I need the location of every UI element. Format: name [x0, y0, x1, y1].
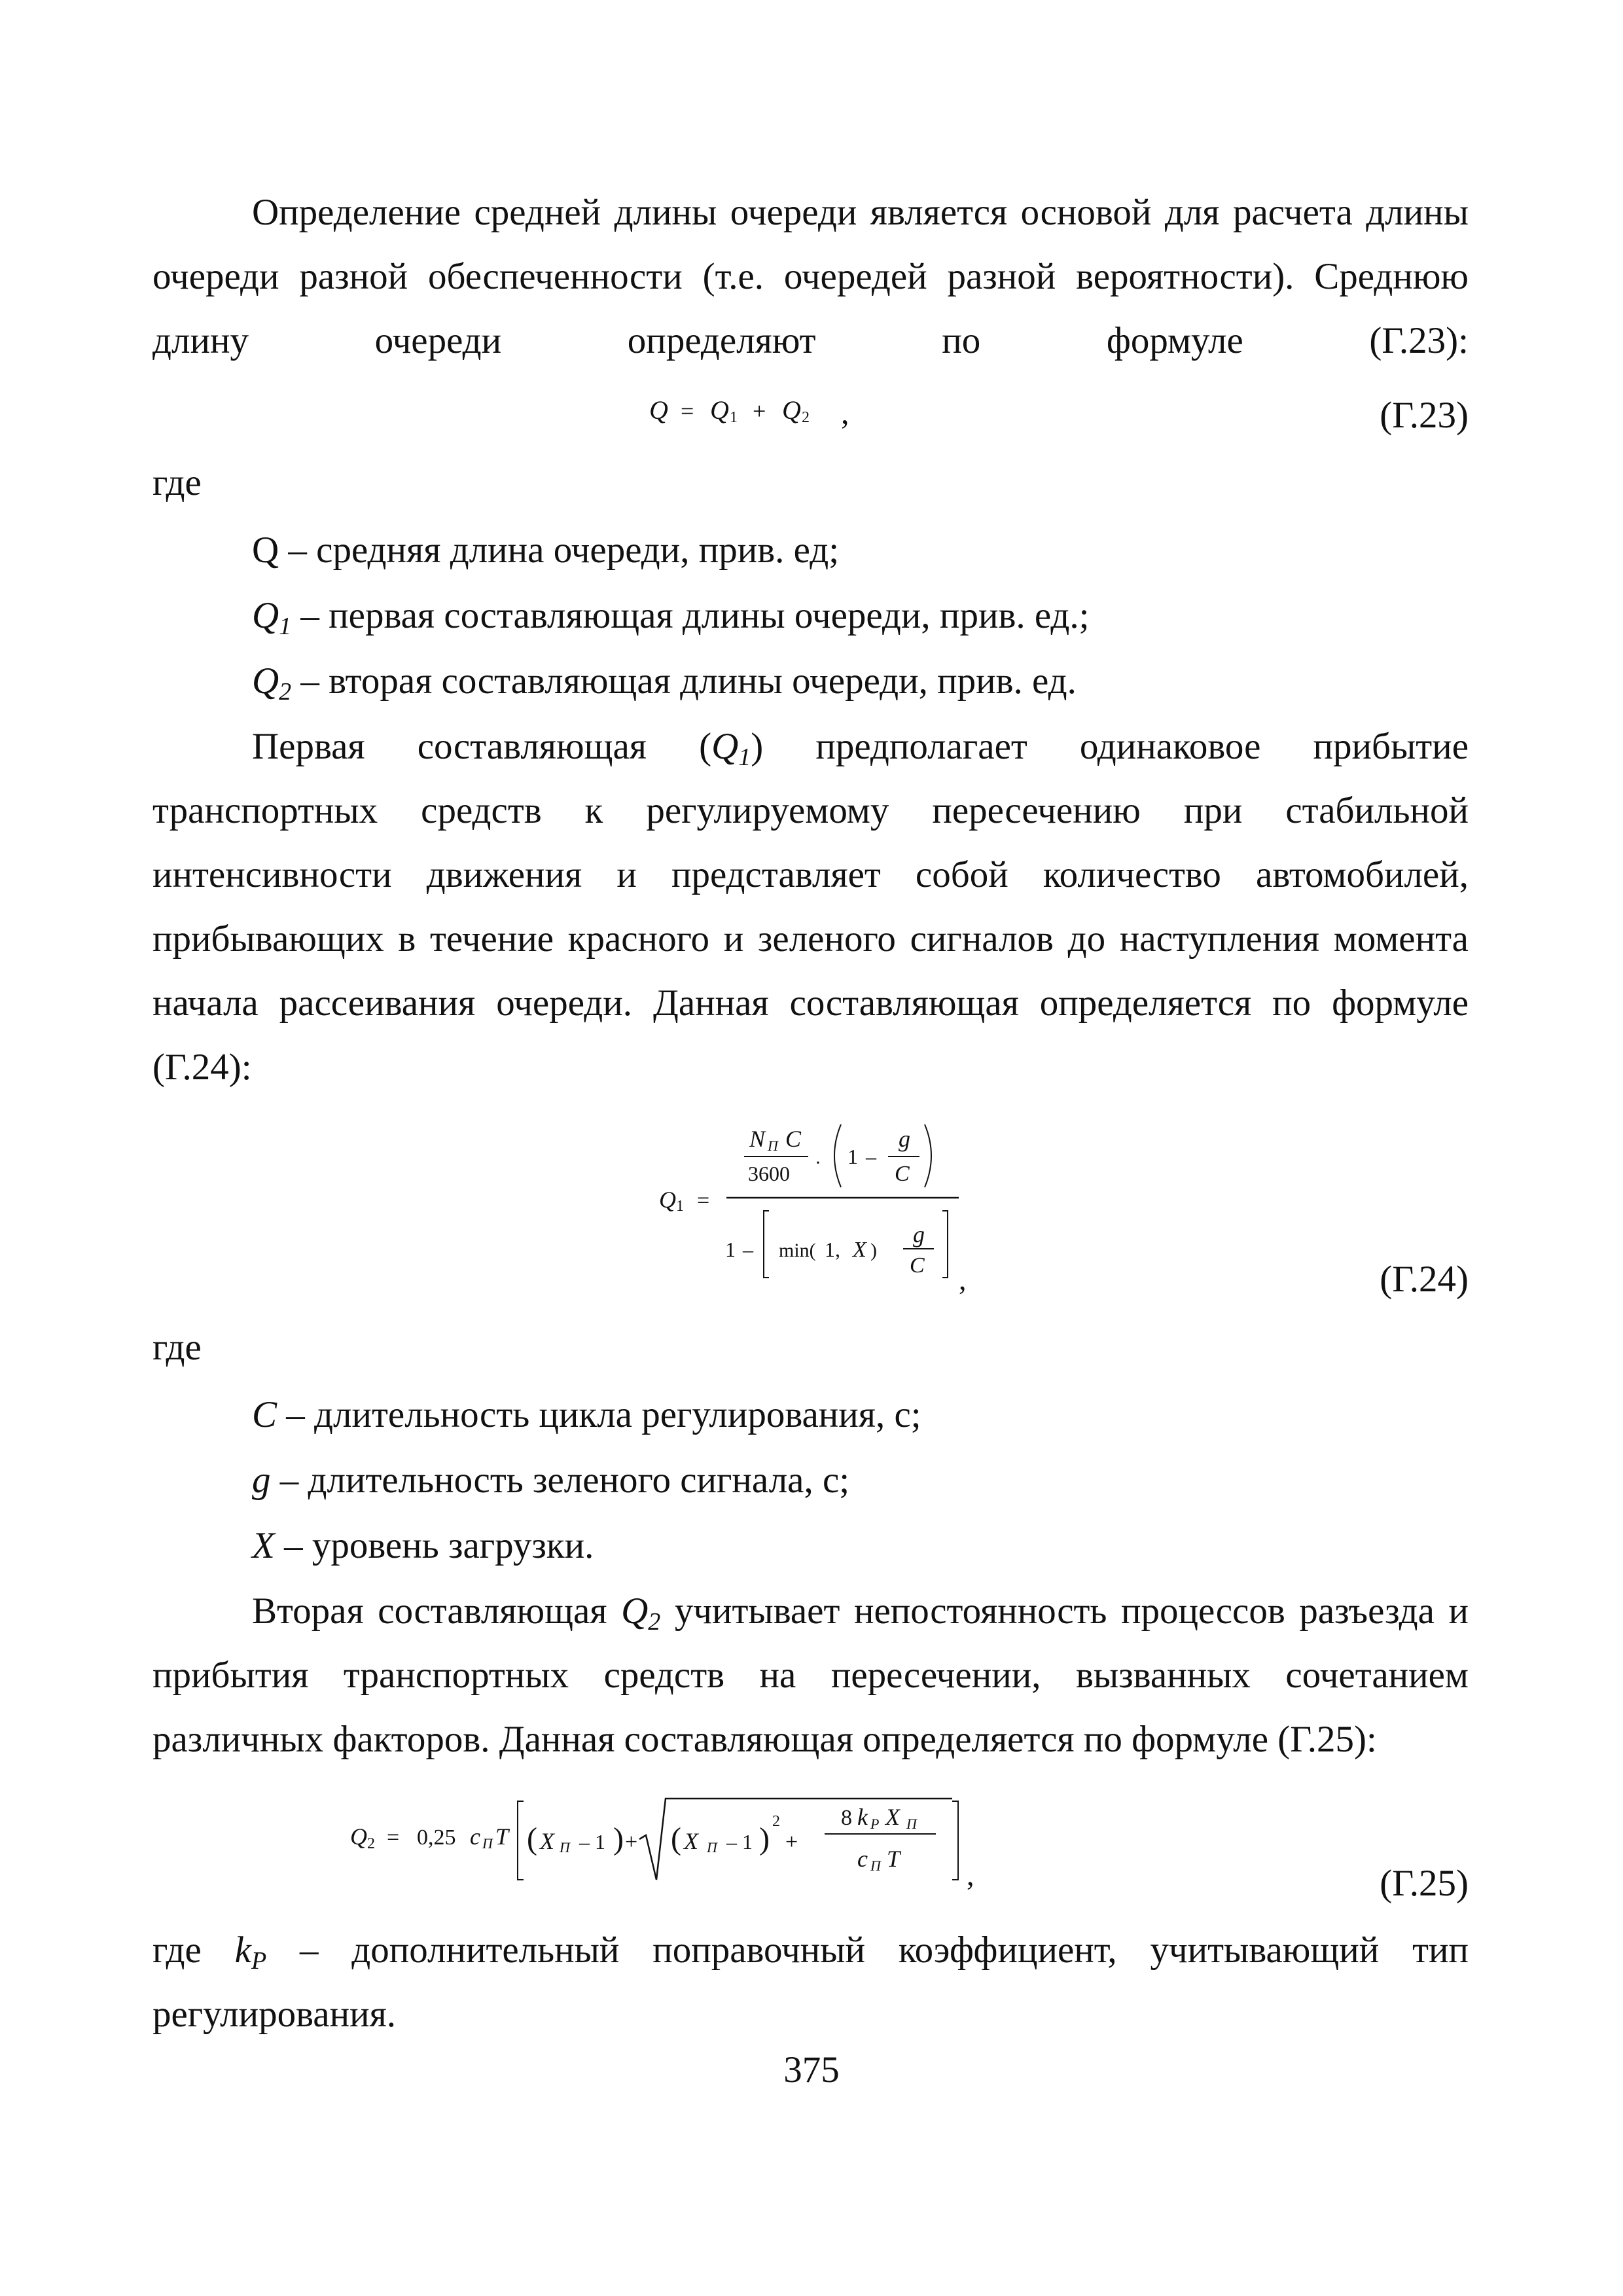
svg-text:П: П — [707, 1839, 717, 1856]
svg-text:3600: 3600 — [748, 1162, 790, 1185]
svg-text:c: c — [470, 1823, 480, 1850]
svg-text:(: ( — [527, 1821, 537, 1856]
svg-text:C: C — [785, 1126, 802, 1152]
svg-text:(: ( — [671, 1821, 681, 1856]
paragraph-second-component: Вторая составляющая $Q_2$ учитывает непостоянность процессов разъезда и прибытия транспортных средств на пересечении, вызванных сочетанием различных факторов. Данная составляющая определяется по формуле (Г.25): — [152, 1590, 1469, 1760]
svg-text:N: N — [749, 1126, 766, 1152]
svg-text:П: П — [768, 1138, 778, 1154]
svg-text:=: = — [387, 1825, 400, 1850]
svg-text:+: + — [625, 1830, 638, 1854]
svg-text:T: T — [887, 1846, 901, 1872]
svg-text:–: – — [866, 1145, 876, 1168]
svg-text:8: 8 — [841, 1806, 852, 1830]
svg-text:min(: min( — [779, 1240, 816, 1261]
definition-q2: $Q_2$ – вторая составляющая длины очереди, прив. ед. — [252, 660, 1077, 706]
svg-text:П: П — [870, 1857, 881, 1874]
definition-x: X – уровень загрузки. — [252, 1525, 594, 1566]
svg-text:X: X — [684, 1828, 698, 1854]
definition-q1: $Q_1$ – первая составляющая длины очереди, прив. ед.; — [252, 595, 1090, 640]
formula-g24 — [651, 1113, 991, 1302]
svg-text:– 1: – 1 — [726, 1830, 753, 1854]
svg-text:Q: Q — [350, 1823, 367, 1850]
g24-eq: = — [697, 1189, 710, 1213]
definition-c: C – длительность цикла регулирования, с; — [252, 1394, 921, 1435]
svg-text:X: X — [540, 1828, 554, 1854]
paragraph-intro: Определение средней длины очереди является основой для расчета длины очереди разной обеспеченности (т.е. очередей разной вероятности). Среднюю длину очереди определяют по формуле (Г.23): — [152, 192, 1469, 361]
svg-text:X: X — [885, 1804, 900, 1830]
g23-eq: = — [681, 398, 694, 424]
svg-text:–: – — [743, 1238, 753, 1261]
definition-q: Q – средняя длина очереди, прив. ед; — [252, 529, 840, 571]
svg-text:1: 1 — [725, 1238, 736, 1261]
g23-comma: , — [841, 394, 849, 429]
g23-s1: 1 — [730, 409, 738, 426]
g23-plus: + — [753, 398, 766, 424]
page-number: 375 — [783, 2049, 840, 2090]
definition-g: g – длительность зеленого сигнала, с; — [252, 1460, 850, 1501]
paragraph-kp-definition: где $k_P$ – дополнительный поправочный коэффициент, учитывающий тип регулирования. — [152, 1929, 1469, 2035]
svg-text:X: X — [853, 1238, 866, 1262]
svg-text:1,: 1, — [825, 1238, 840, 1261]
svg-text:·: · — [815, 1152, 821, 1174]
svg-text:2: 2 — [367, 1835, 375, 1852]
formula-g23 — [628, 389, 877, 429]
svg-text:П: П — [482, 1835, 493, 1852]
svg-text:+: + — [785, 1830, 798, 1854]
svg-text:,: , — [959, 1263, 967, 1296]
svg-text:C: C — [895, 1162, 910, 1186]
where-label-1: где — [152, 462, 202, 503]
svg-text:0,25: 0,25 — [417, 1825, 456, 1850]
svg-text:g: g — [899, 1126, 910, 1152]
svg-text:g: g — [913, 1221, 925, 1247]
svg-text:2: 2 — [772, 1813, 780, 1830]
svg-text:C: C — [910, 1253, 925, 1278]
svg-text:): ) — [613, 1821, 624, 1856]
g23-q2: Q — [782, 395, 801, 425]
svg-text:1: 1 — [847, 1145, 858, 1168]
g24-lhs-sub: 1 — [676, 1198, 684, 1215]
formula-g25 — [344, 1787, 998, 1892]
g23-q: Q — [649, 395, 668, 425]
equation-number-g24: (Г.24) — [1380, 1259, 1469, 1300]
g23-s2: 2 — [802, 409, 810, 426]
g23-q1: Q — [710, 395, 729, 425]
svg-text:c: c — [857, 1846, 868, 1872]
svg-text:): ) — [759, 1821, 770, 1856]
g24-lhs: Q — [659, 1187, 676, 1213]
svg-text:T: T — [495, 1823, 509, 1850]
svg-text:): ) — [870, 1240, 877, 1261]
paragraph-first-component: Первая составляющая $(Q_1)$ предполагает одинаковое прибытие транспортных средств к регулируемому пересечению при стабильной интенсивности движения и представляет собой количество автомобилей, прибывающих в течение красного и зеленого сигналов до наступления момента начала рассеивания очереди. Данная составляющая определяется по формуле (Г.24): — [152, 726, 1469, 1088]
svg-text:,: , — [967, 1858, 974, 1892]
svg-text:– 1: – 1 — [579, 1830, 605, 1854]
svg-text:k: k — [857, 1804, 868, 1830]
svg-text:P: P — [870, 1816, 880, 1832]
svg-text:П: П — [560, 1839, 570, 1856]
svg-text:П: П — [906, 1816, 917, 1832]
where-label-2: где — [152, 1327, 202, 1368]
equation-number-g25: (Г.25) — [1380, 1863, 1469, 1904]
equation-number-g23: (Г.23) — [1380, 395, 1469, 436]
